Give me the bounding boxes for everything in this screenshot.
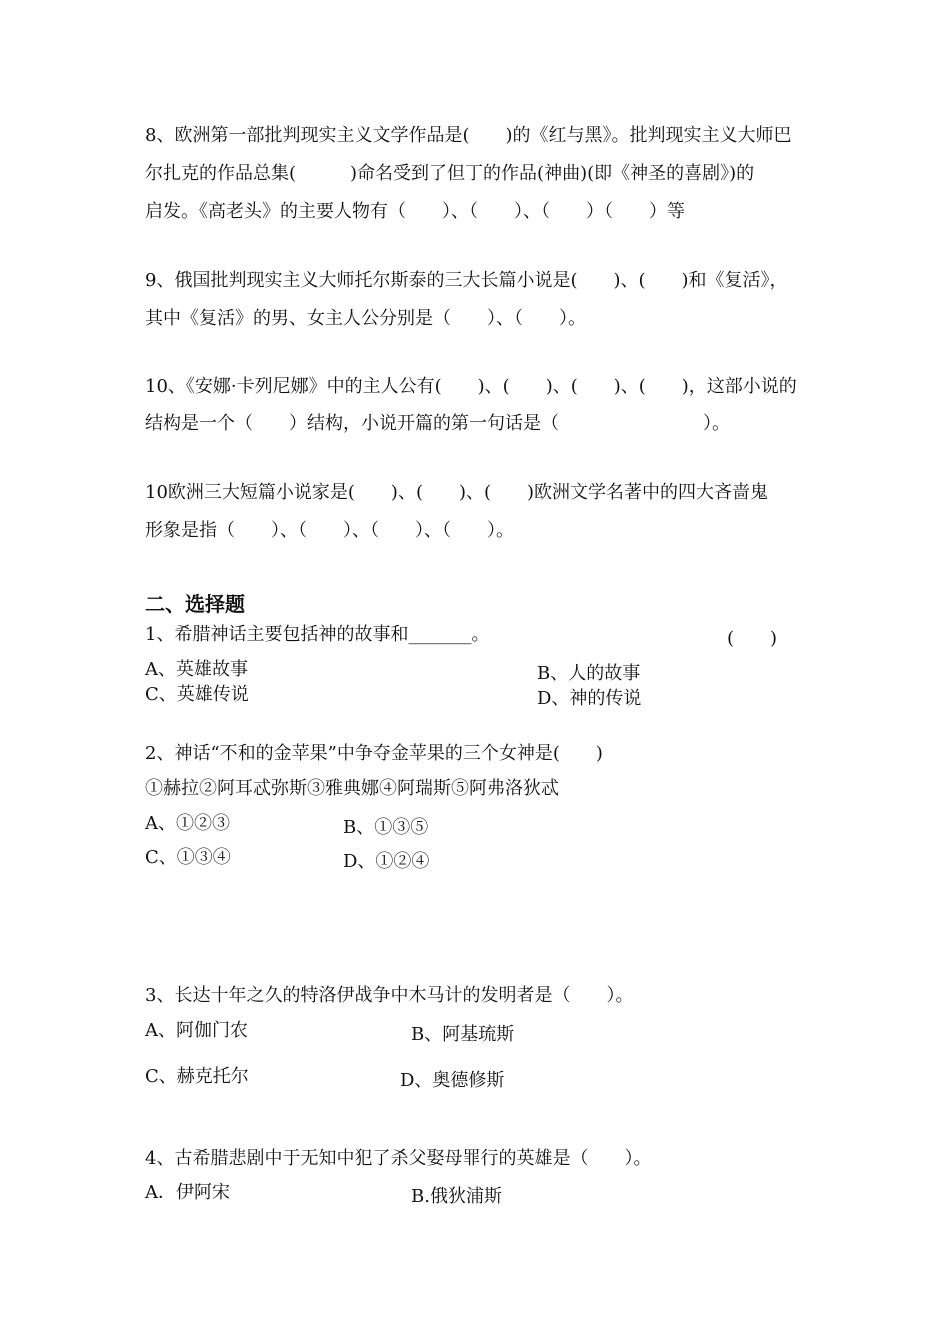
section-title: 二、选择题: [145, 592, 245, 616]
question-10a-line-2: 结构是一个（ ）结构，小说开篇的第一句话是（ ）。: [145, 413, 730, 434]
question-9-line-2: 其中《复活》的男、女主人公分别是（ ）、（ ）。: [145, 308, 586, 329]
option-b: B、①③⑤: [343, 817, 429, 838]
question-options-list: ①赫拉②阿耳忒弥斯③雅典娜④阿瑞斯⑤阿弗洛狄忒: [145, 778, 559, 799]
question-10a-line-1: 10、《安娜·卡列尼娜》中的主人公有( )、( )、( )、( )，这部小说的: [145, 376, 797, 397]
question-stem: 4、古希腊悲剧中于无知中犯了杀父娶母罪行的英雄是（ ）。: [145, 1148, 652, 1169]
question-10b-line-2: 形象是指（ ）、（ ）、（ ）、（ ）。: [145, 520, 514, 541]
option-b: B.俄狄浦斯: [411, 1186, 502, 1207]
question-stem: 3、长达十年之久的特洛伊战争中木马计的发明者是（ ）。: [145, 985, 634, 1006]
option-c: C、英雄传说: [145, 684, 249, 705]
question-8-line-3: 启发。《高老头》的主要人物有（ ）、（ ）、（ ）（ ）等: [145, 201, 685, 222]
option-a: A、①②③: [145, 813, 230, 834]
question-8-line-2: 尔扎克的作品总集( )命名受到了但丁的作品(神曲)(即《神圣的喜剧》)的: [145, 163, 755, 184]
option-b: B、阿基琉斯: [411, 1024, 515, 1045]
option-a: A、阿伽门农: [145, 1020, 248, 1041]
option-c: C、①③④: [145, 847, 231, 868]
option-a: A、英雄故事: [145, 659, 248, 680]
question-9-line-1: 9、俄国批判现实主义大师托尔斯泰的三大长篇小说是( )、( )和《复活》，: [145, 270, 788, 291]
question-stem: 1、希腊神话主要包括神的故事和_______。: [145, 624, 490, 645]
option-d: D、①②④: [343, 851, 430, 872]
option-b: B、人的故事: [537, 663, 641, 684]
option-c: C、赫克托尔: [145, 1066, 249, 1087]
option-d: D、奥德修斯: [400, 1070, 505, 1091]
option-d: D、神的传说: [537, 688, 642, 709]
option-a: A．伊阿宋: [145, 1182, 230, 1203]
question-stem: 2、神话“不和的金苹果”中争夺金苹果的三个女神是( ): [145, 743, 603, 764]
answer-paren: ( ): [727, 628, 778, 649]
question-10b-line-1: 10欧洲三大短篇小说家是( )、( )、( )欧洲文学名著中的四大吝啬鬼: [145, 482, 769, 503]
question-8-line-1: 8、欧洲第一部批判现实主义文学作品是( )的《红与黑》。批判现实主义大师巴: [145, 125, 792, 146]
